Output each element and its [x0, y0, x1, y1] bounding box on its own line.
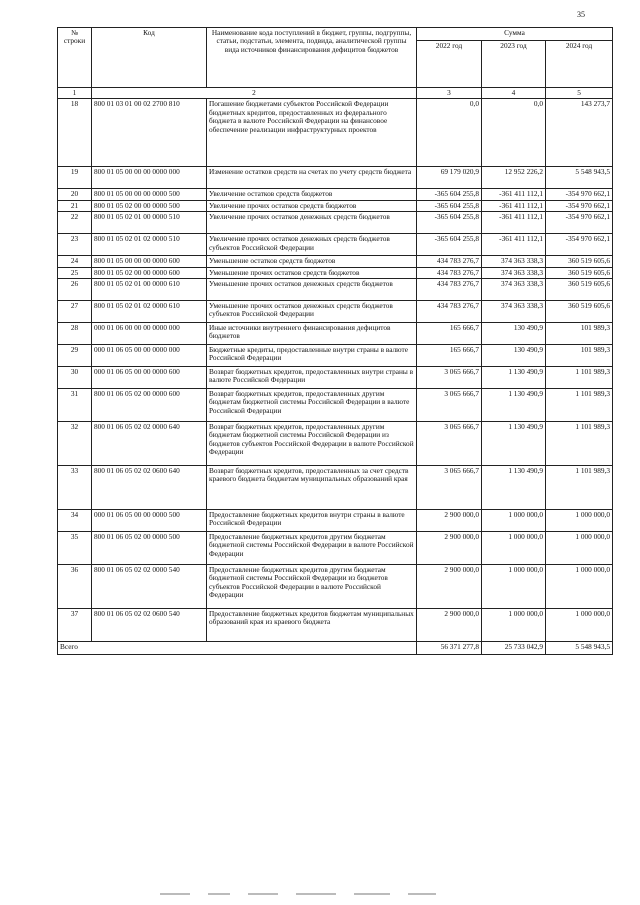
row-value-2023: 1 000 000,0: [482, 509, 546, 531]
table-row: [58, 278, 613, 300]
row-value-2023: -361 411 112,1: [482, 234, 546, 256]
total-label: Всего: [58, 641, 417, 654]
table-row: [58, 388, 613, 421]
row-name: Увеличение остатков средств бюджетов: [207, 189, 417, 200]
row-number: 18: [58, 99, 92, 167]
row-value-2022: 434 783 276,7: [417, 300, 482, 322]
row-number: 34: [58, 509, 92, 531]
row-value-2024: 1 101 989,3: [546, 465, 613, 509]
row-number: 33: [58, 465, 92, 509]
row-number: 25: [58, 267, 92, 278]
row-value-2024: 1 000 000,0: [546, 531, 613, 564]
row-value-2022: 3 065 666,7: [417, 421, 482, 465]
row-value-2023: 12 952 226,2: [482, 167, 546, 189]
row-code: 800 01 06 05 02 02 0600 640: [92, 465, 207, 509]
table-row: [58, 465, 613, 509]
row-value-2023: 374 363 338,3: [482, 256, 546, 267]
row-value-2024: -354 970 662,1: [546, 200, 613, 211]
row-value-2024: 1 000 000,0: [546, 564, 613, 608]
col-index: 1: [58, 88, 92, 99]
row-value-2022: 3 065 666,7: [417, 388, 482, 421]
row-value-2022: 2 900 000,0: [417, 608, 482, 641]
row-value-2024: 1 101 989,3: [546, 421, 613, 465]
table-row: [58, 256, 613, 267]
table-row: [58, 212, 613, 234]
row-name: Предоставление бюджетных кредитов другим бюджетам бюджетной системы Российской Федерации в валюте Российской Федерации: [207, 531, 417, 564]
row-value-2022: 2 900 000,0: [417, 509, 482, 531]
row-name: Бюджетные кредиты, предоставленные внутри страны в валюте Российской Федерации: [207, 344, 417, 366]
row-value-2022: 434 783 276,7: [417, 256, 482, 267]
table-row: [58, 167, 613, 189]
col-index: 5: [546, 88, 613, 99]
table-row: [58, 322, 613, 344]
row-value-2023: 130 490,9: [482, 322, 546, 344]
row-value-2024: 1 000 000,0: [546, 509, 613, 531]
table-row: [58, 366, 613, 388]
row-number: 32: [58, 421, 92, 465]
row-name: Возврат бюджетных кредитов, предоставленных внутри страны в валюте Российской Федерации: [207, 366, 417, 388]
row-name: Возврат бюджетных кредитов, предоставленных другим бюджетам бюджетной системы Российской Федерации из бюджетов субъектов Российской Федерации в валюте Российской Федерации: [207, 421, 417, 465]
row-value-2022: 165 666,7: [417, 322, 482, 344]
row-code: 800 01 05 00 00 00 0000 000: [92, 167, 207, 189]
row-value-2024: -354 970 662,1: [546, 189, 613, 200]
row-value-2024: 101 989,3: [546, 344, 613, 366]
row-value-2024: 1 101 989,3: [546, 366, 613, 388]
row-value-2022: 69 179 020,9: [417, 167, 482, 189]
row-code: 800 01 06 05 02 00 0000 500: [92, 531, 207, 564]
row-code: 800 01 03 01 00 02 2700 810: [92, 99, 207, 167]
row-value-2022: -365 604 255,8: [417, 212, 482, 234]
row-value-2023: -361 411 112,1: [482, 200, 546, 211]
row-value-2023: 130 490,9: [482, 344, 546, 366]
row-value-2023: -361 411 112,1: [482, 189, 546, 200]
row-name: Возврат бюджетных кредитов, предоставленных за счет средств краевого бюджета бюджетам муниципальных образований края: [207, 465, 417, 509]
table-row: [58, 189, 613, 200]
row-value-2023: 1 000 000,0: [482, 531, 546, 564]
table-row: [58, 531, 613, 564]
table-row: [58, 509, 613, 531]
row-name: Уменьшение прочих остатков средств бюджетов: [207, 267, 417, 278]
row-code: 000 01 06 05 00 00 0000 500: [92, 509, 207, 531]
row-code: 800 01 05 02 00 00 0000 600: [92, 267, 207, 278]
col-index: 4: [482, 88, 546, 99]
row-code: 800 01 06 05 02 02 0000 540: [92, 564, 207, 608]
col-index: 3: [417, 88, 482, 99]
row-name: Увеличение прочих остатков денежных средств бюджетов: [207, 212, 417, 234]
total-row: [58, 641, 613, 654]
row-value-2022: 434 783 276,7: [417, 278, 482, 300]
row-value-2023: 1 130 490,9: [482, 465, 546, 509]
row-name: Уменьшение прочих остатков денежных средств бюджетов: [207, 278, 417, 300]
row-name: Изменение остатков средств на счетах по учету средств бюджета: [207, 167, 417, 189]
row-value-2022: 2 900 000,0: [417, 564, 482, 608]
table-header-row: [58, 28, 613, 41]
row-code: 800 01 05 02 01 02 0000 610: [92, 300, 207, 322]
row-value-2022: 2 900 000,0: [417, 531, 482, 564]
row-code: 800 01 06 05 02 00 0000 600: [92, 388, 207, 421]
row-value-2024: 360 519 605,6: [546, 278, 613, 300]
row-value-2023: 1 130 490,9: [482, 366, 546, 388]
row-value-2023: 1 130 490,9: [482, 421, 546, 465]
row-value-2024: 5 548 943,5: [546, 167, 613, 189]
table-row: [58, 608, 613, 641]
row-code: 000 01 06 05 00 00 0000 600: [92, 366, 207, 388]
row-code: 800 01 05 00 00 00 0000 600: [92, 256, 207, 267]
row-value-2023: 1 000 000,0: [482, 564, 546, 608]
table-row: [58, 267, 613, 278]
row-value-2024: 101 989,3: [546, 322, 613, 344]
row-number: 26: [58, 278, 92, 300]
row-number: 35: [58, 531, 92, 564]
row-value-2022: -365 604 255,8: [417, 189, 482, 200]
row-value-2024: 1 101 989,3: [546, 388, 613, 421]
table-row: [58, 99, 613, 167]
header-name: Наименование кода поступлений в бюджет, группы, подгруппы, статьи, подстатьи, элемента, подвида, аналитической группы вида источников финансирования дефицитов бюджетов: [207, 28, 417, 88]
row-value-2022: 165 666,7: [417, 344, 482, 366]
row-code: 000 01 06 00 00 00 0000 000: [92, 322, 207, 344]
row-name: Предоставление бюджетных кредитов бюджетам муниципальных образований края из краевого бюджета: [207, 608, 417, 641]
row-name: Предоставление бюджетных кредитов внутри страны в валюте Российской Федерации: [207, 509, 417, 531]
row-number: 27: [58, 300, 92, 322]
row-code: 800 01 05 02 00 00 0000 500: [92, 200, 207, 211]
row-number: 19: [58, 167, 92, 189]
row-value-2024: -354 970 662,1: [546, 234, 613, 256]
row-number: 24: [58, 256, 92, 267]
row-value-2022: -365 604 255,8: [417, 234, 482, 256]
row-value-2023: 374 363 338,3: [482, 278, 546, 300]
row-number: 28: [58, 322, 92, 344]
row-value-2023: 1 130 490,9: [482, 388, 546, 421]
row-value-2024: 360 519 605,6: [546, 300, 613, 322]
table-row: [58, 200, 613, 211]
row-value-2023: -361 411 112,1: [482, 212, 546, 234]
row-number: 31: [58, 388, 92, 421]
row-code: 000 01 06 05 00 00 0000 000: [92, 344, 207, 366]
row-value-2022: 434 783 276,7: [417, 267, 482, 278]
row-number: 37: [58, 608, 92, 641]
row-value-2022: -365 604 255,8: [417, 200, 482, 211]
row-value-2024: 143 273,7: [546, 99, 613, 167]
row-value-2023: 1 000 000,0: [482, 608, 546, 641]
header-2024: 2024 год: [546, 41, 613, 88]
row-name: Уменьшение прочих остатков денежных средств бюджетов субъектов Российской Федерации: [207, 300, 417, 322]
table-row: [58, 564, 613, 608]
total-2022: 56 371 277,8: [417, 641, 482, 654]
table-row: [58, 344, 613, 366]
row-number: 20: [58, 189, 92, 200]
row-number: 22: [58, 212, 92, 234]
row-number: 23: [58, 234, 92, 256]
row-code: 800 01 05 02 01 00 0000 610: [92, 278, 207, 300]
row-name: Иные источники внутреннего финансирования дефицитов бюджетов: [207, 322, 417, 344]
header-code: Код: [92, 28, 207, 88]
row-code: 800 01 05 02 01 02 0000 510: [92, 234, 207, 256]
row-value-2023: 0,0: [482, 99, 546, 167]
row-name: Погашение бюджетами субъектов Российской Федерации бюджетных кредитов, предоставленных из федерального бюджета в валюте Российской Федерации на финансовое обеспечение реализации инфраструктурных проектов: [207, 99, 417, 167]
row-name: Возврат бюджетных кредитов, предоставленных другим бюджетам бюджетной системы Российской Федерации в валюте Российской Федерации: [207, 388, 417, 421]
header-sum: Сумма: [417, 28, 613, 41]
row-number: 21: [58, 200, 92, 211]
page-number: 35: [577, 10, 585, 19]
row-name: Предоставление бюджетных кредитов другим бюджетам бюджетной системы Российской Федерации из бюджетов субъектов Российской Федерации в валюте Российской Федерации: [207, 564, 417, 608]
row-code: 800 01 05 00 00 00 0000 500: [92, 189, 207, 200]
header-row-number: № строки: [58, 28, 92, 88]
row-code: 800 01 06 05 02 02 0600 540: [92, 608, 207, 641]
budget-sources-table: [57, 27, 613, 655]
row-value-2022: 3 065 666,7: [417, 366, 482, 388]
row-code: 800 01 06 05 02 02 0000 640: [92, 421, 207, 465]
row-number: 29: [58, 344, 92, 366]
header-2023: 2023 год: [482, 41, 546, 88]
row-name: Увеличение прочих остатков средств бюджетов: [207, 200, 417, 211]
row-name: Уменьшение остатков средств бюджетов: [207, 256, 417, 267]
row-value-2024: -354 970 662,1: [546, 212, 613, 234]
row-value-2024: 1 000 000,0: [546, 608, 613, 641]
total-2024: 5 548 943,5: [546, 641, 613, 654]
row-code: 800 01 05 02 01 00 0000 510: [92, 212, 207, 234]
table-row: [58, 421, 613, 465]
scan-artifacts: [160, 893, 490, 897]
row-value-2022: 3 065 666,7: [417, 465, 482, 509]
row-value-2023: 374 363 338,3: [482, 300, 546, 322]
row-value-2024: 360 519 605,6: [546, 256, 613, 267]
row-value-2023: 374 363 338,3: [482, 267, 546, 278]
header-2022: 2022 год: [417, 41, 482, 88]
row-value-2022: 0,0: [417, 99, 482, 167]
table-row: [58, 300, 613, 322]
row-name: Увеличение прочих остатков денежных средств бюджетов субъектов Российской Федерации: [207, 234, 417, 256]
col-index: 2: [92, 88, 417, 99]
row-number: 30: [58, 366, 92, 388]
row-value-2024: 360 519 605,6: [546, 267, 613, 278]
total-2023: 25 733 042,9: [482, 641, 546, 654]
column-index-row: [58, 88, 613, 99]
table-row: [58, 234, 613, 256]
row-number: 36: [58, 564, 92, 608]
